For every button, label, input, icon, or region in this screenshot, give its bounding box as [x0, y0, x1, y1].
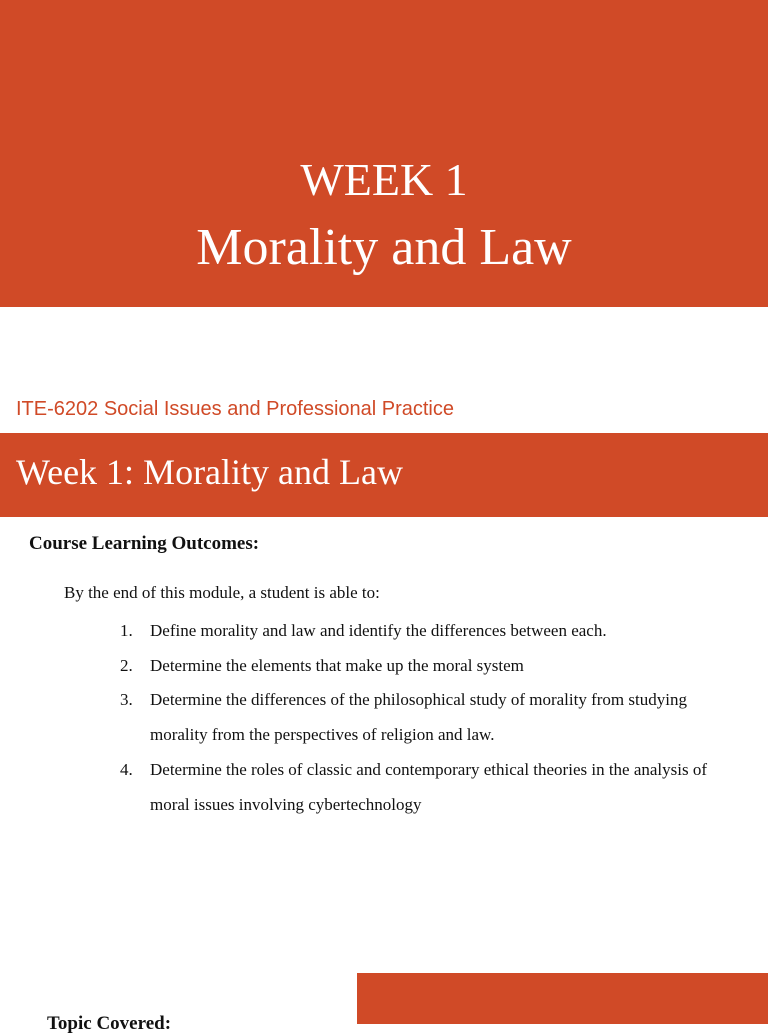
- outcome-item: [120, 753, 720, 822]
- section-title: Week 1: Morality and Law: [16, 452, 403, 492]
- outcome-item: [120, 649, 720, 684]
- cover-title: Morality and Law: [196, 219, 572, 276]
- outcome-item: [120, 614, 720, 649]
- outcome-number: 2.: [120, 655, 133, 675]
- course-code: ITE-6202 Social Issues and Professional Practice: [16, 398, 454, 420]
- next-section-banner: [357, 973, 768, 1024]
- outcome-text: Determine the roles of classic and contemporary ethical theories in the analysis of moral issues involving cybertechnology: [150, 759, 708, 814]
- outcome-text: Determine the elements that make up the moral system: [150, 655, 524, 675]
- next-section-heading: Topic Covered:: [47, 1013, 172, 1034]
- cover-banner: [0, 0, 768, 307]
- outcomes-heading: Course Learning Outcomes:: [29, 533, 260, 554]
- outcome-number: 1.: [120, 621, 133, 640]
- outcome-text: Define morality and law and identify the differences between each.: [150, 621, 607, 640]
- outcome-number: 3.: [120, 690, 133, 710]
- outcome-number: 4.: [120, 759, 133, 779]
- section-header-bar: [0, 433, 768, 517]
- outcome-text: Determine the differences of the philosophical study of morality from studying morality from the perspectives of religion and law.: [150, 690, 687, 745]
- outcome-item: [120, 683, 720, 752]
- cover-week-label: WEEK 1: [300, 154, 468, 205]
- outcomes-list: [120, 614, 720, 822]
- outcomes-intro: By the end of this module, a student is able to:: [64, 583, 380, 602]
